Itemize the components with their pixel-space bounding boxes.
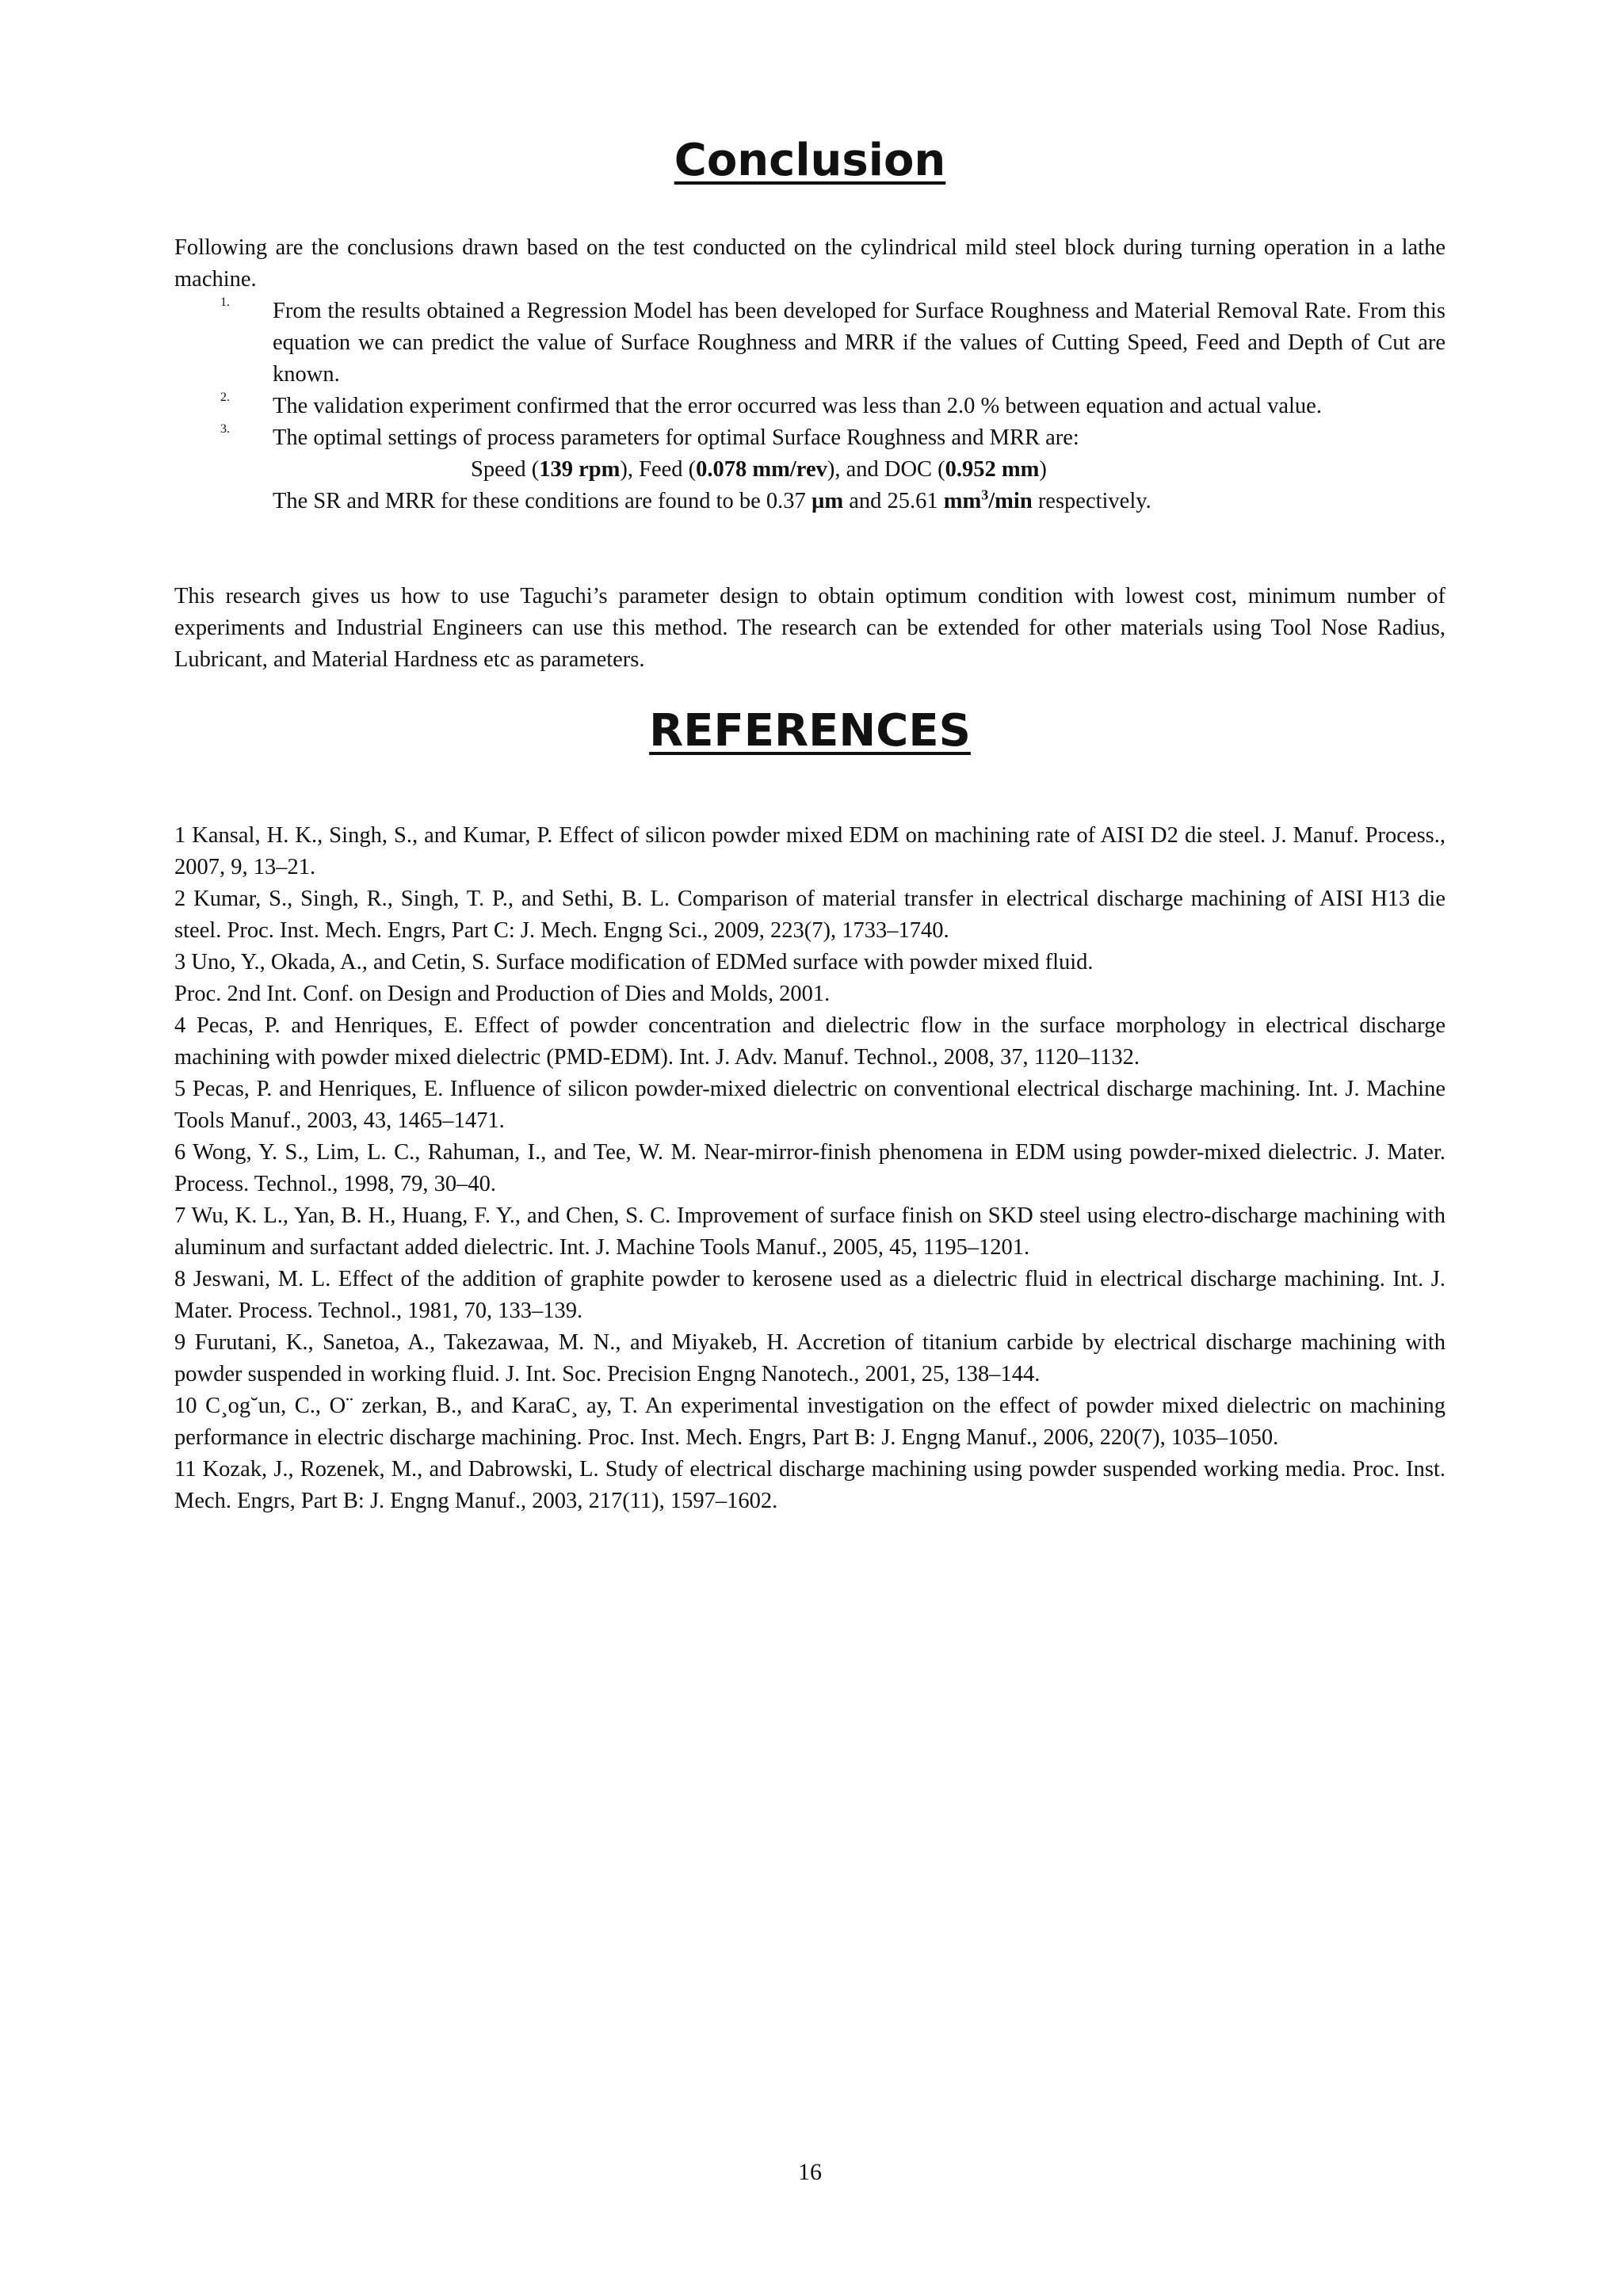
conclusion-heading: Conclusion bbox=[674, 135, 946, 186]
result-middle: and 25.61 bbox=[843, 489, 944, 513]
conclusion-section bbox=[174, 232, 1445, 517]
reference-item: Proc. 2nd Int. Conf. on Design and Production of Dies and Molds, 2001. bbox=[174, 982, 831, 1006]
list-number: 1. bbox=[220, 296, 230, 309]
references-heading: REFERENCES bbox=[649, 705, 971, 757]
conclusion-item-text: The validation experiment confirmed that the error occurred was less than 2.0 % between equation and actual value. bbox=[273, 394, 1322, 418]
reference-item: 10 C¸og˘un, C., O¨ zerkan, B., and KaraC¸ ay, T. An experimental investigation on the effect of powder mixed dielectric on machining performance in electric discharge machining. Proc. Inst. Mech. Engrs, Part B: J. Engng Manuf., 2006, 220(7), 1035–1050. bbox=[174, 1394, 1445, 1450]
list-number: 2. bbox=[220, 391, 230, 404]
conclusion-item-3 bbox=[174, 422, 1445, 517]
conclusion-item-2 bbox=[174, 391, 1445, 422]
reference-item: 11 Kozak, J., Rozenek, M., and Dabrowski, L. Study of electrical discharge machining using powder suspended working media. Proc. Inst. Mech. Engrs, Part B: J. Engng Manuf., 2003, 217(11), 1597–1602. bbox=[174, 1457, 1445, 1513]
research-paragraph: This research gives us how to use Taguchi’s parameter design to obtain optimum condition with lowest cost, minimum number of experiments and Industrial Engineers can use this method. The research can be extended for other materials using Tool Nose Radius, Lubricant, and Material Hardness etc as parameters. bbox=[174, 584, 1445, 672]
reference-item: 6 Wong, Y. S., Lim, L. C., Rahuman, I., and Tee, W. M. Near-mirror-finish phenomena in EDM using powder-mixed dielectric. J. Mater. Process. Technol., 1998, 79, 30–40. bbox=[174, 1140, 1445, 1196]
reference-item: 1 Kansal, H. K., Singh, S., and Kumar, P. Effect of silicon powder mixed EDM on machining rate of AISI D2 die steel. J. Manuf. Process., 2007, 9, 13–21. bbox=[174, 823, 1445, 879]
speed-prefix: Speed ( bbox=[471, 457, 540, 482]
page-number: 16 bbox=[798, 2159, 822, 2185]
reference-item: 8 Jeswani, M. L. Effect of the addition of graphite powder to kerosene used as a dielectric fluid in electrical discharge machining. Int. J. Mater. Process. Technol., 1981, 70, 133–139. bbox=[174, 1267, 1445, 1323]
feed-prefix: ), Feed ( bbox=[620, 457, 697, 482]
conclusion-item-1 bbox=[174, 296, 1445, 391]
references-list bbox=[174, 820, 1445, 1517]
result-suffix: respectively. bbox=[1032, 489, 1151, 513]
feed-value: 0.078 mm/rev bbox=[696, 457, 827, 482]
reference-item: 7 Wu, K. L., Yan, B. H., Huang, F. Y., and Chen, S. C. Improvement of surface finish on SKD steel using electro-discharge machining with aluminum and surfactant added dielectric. Int. J. Machine Tools Manuf., 2005, 45, 1195–1201. bbox=[174, 1203, 1445, 1260]
conclusion-list bbox=[174, 296, 1445, 517]
result-prefix: The SR and MRR for these conditions are found to be 0.37 bbox=[273, 489, 812, 513]
reference-item: 3 Uno, Y., Okada, A., and Cetin, S. Surface modification of EDMed surface with powder mixed fluid. bbox=[174, 950, 1094, 974]
doc-prefix: ), and DOC ( bbox=[827, 457, 945, 482]
list-number: 3. bbox=[220, 422, 230, 436]
conclusion-intro: Following are the conclusions drawn based on the test conducted on the cylindrical mild steel block during turning operation in a lathe machine. bbox=[174, 235, 1445, 292]
reference-item: 5 Pecas, P. and Henriques, E. Influence of silicon powder-mixed dielectric on conventional electrical discharge machining. Int. J. Machine Tools Manuf., 2003, 43, 1465–1471. bbox=[174, 1077, 1445, 1133]
optimal-settings-line bbox=[273, 454, 1445, 486]
mrr-unit-rest: /min bbox=[988, 489, 1033, 513]
doc-suffix: ) bbox=[1039, 457, 1047, 482]
mrr-unit-base: mm bbox=[943, 489, 982, 513]
reference-item: 9 Furutani, K., Sanetoa, A., Takezawaa, M. N., and Miyakeb, H. Accretion of titanium carbide by electrical discharge machining with powder suspended in working fluid. J. Int. Soc. Precision Engng Nanotech., 2001, 25, 138–144. bbox=[174, 1330, 1445, 1386]
sr-unit: µm bbox=[811, 489, 844, 513]
speed-value: 139 rpm bbox=[539, 457, 621, 482]
conclusion-item-text: From the results obtained a Regression Model has been developed for Surface Roughness and Material Removal Rate. From this equation we can predict the value of Surface Roughness and MRR if the values of Cutting Speed, Feed and Depth of Cut are known. bbox=[273, 299, 1445, 387]
reference-item: 2 Kumar, S., Singh, R., Singh, T. P., and Sethi, B. L. Comparison of material transfer in electrical discharge machining of AISI H13 die steel. Proc. Inst. Mech. Engrs, Part C: J. Mech. Engng Sci., 2009, 223(7), 1733–1740. bbox=[174, 887, 1445, 943]
reference-item: 4 Pecas, P. and Henriques, E. Effect of powder concentration and dielectric flow in the surface morphology in electrical discharge machining with powder mixed dielectric (PMD-EDM). Int. J. Adv. Manuf. Technol., 2008, 37, 1120–1132. bbox=[174, 1013, 1445, 1070]
conclusion-item-text: The optimal settings of process parameters for optimal Surface Roughness and MRR are: bbox=[273, 425, 1079, 450]
mrr-unit-superscript: 3 bbox=[981, 486, 989, 503]
doc-value: 0.952 mm bbox=[945, 457, 1040, 482]
result-line bbox=[273, 486, 1445, 517]
